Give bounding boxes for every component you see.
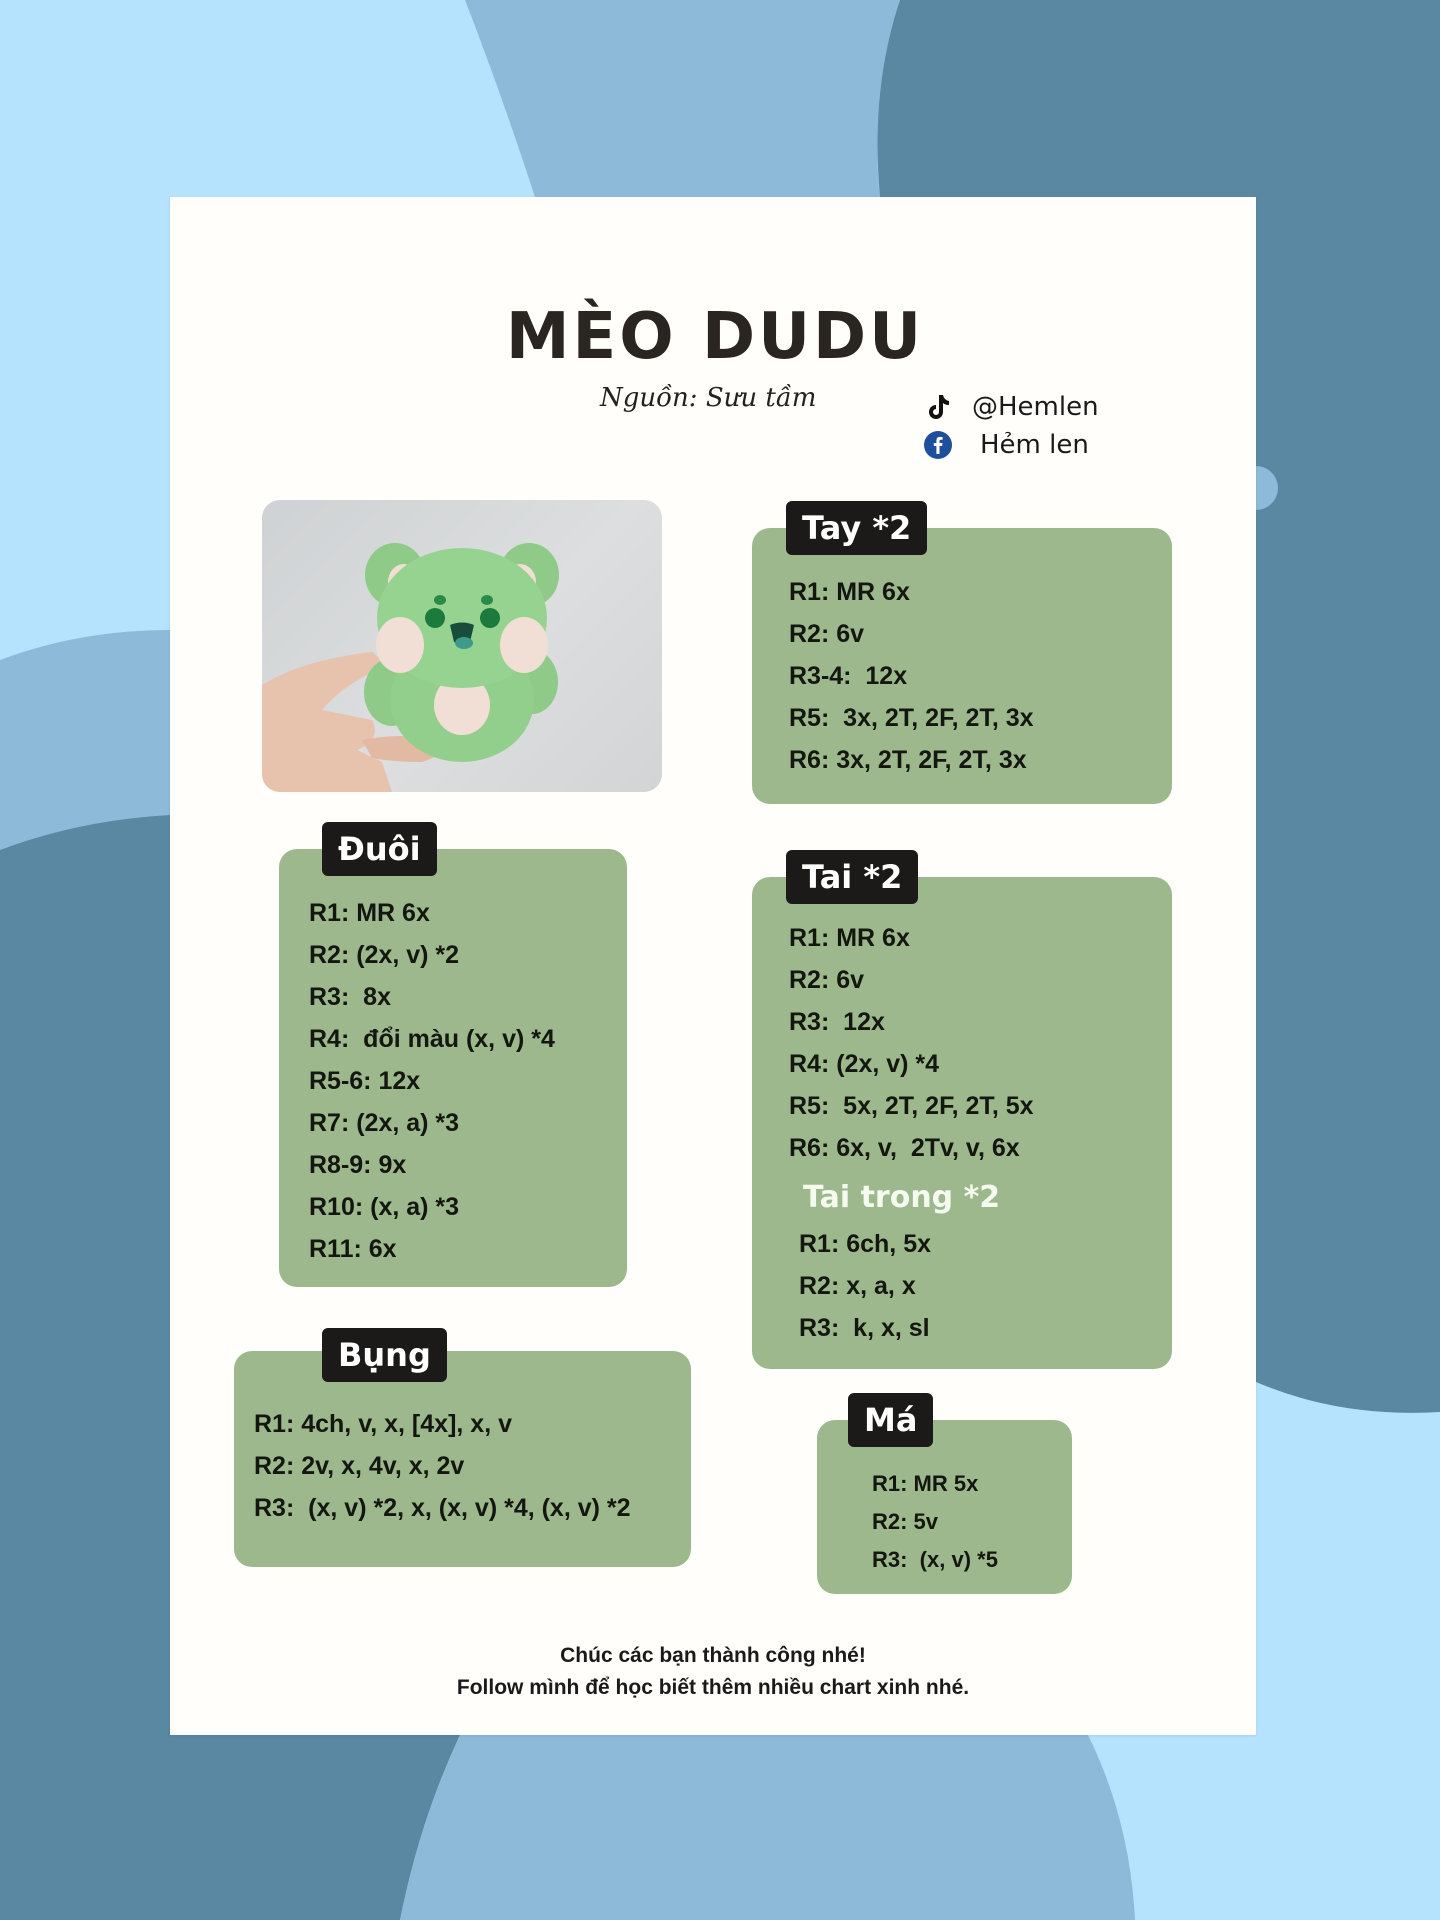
row: R3: k, x, sl: [799, 1314, 930, 1342]
row: R2: 2v, x, 4v, x, 2v: [254, 1452, 465, 1480]
row: R4: đổi màu (x, v) *4: [309, 1025, 555, 1053]
row: R5: 3x, 2T, 2F, 2T, 3x: [789, 704, 1034, 732]
rows-tai: [789, 917, 1034, 1169]
label-duoi: Đuôi: [322, 822, 437, 876]
row: R1: MR 6x: [789, 924, 910, 952]
row: R5: 5x, 2T, 2F, 2T, 5x: [789, 1092, 1034, 1120]
rows-tay: [789, 571, 1034, 781]
row: R3: 8x: [309, 983, 391, 1011]
source-credit: Nguồn: Sưu tầm: [600, 383, 817, 413]
facebook-label: Hẻm len: [980, 430, 1089, 460]
product-photo: [262, 500, 662, 792]
row: R10: (x, a) *3: [309, 1193, 460, 1221]
row: R6: 3x, 2T, 2F, 2T, 3x: [789, 746, 1027, 774]
row: R2: (2x, v) *2: [309, 941, 460, 969]
label-bung: Bụng: [322, 1328, 447, 1382]
rows-tai-trong: [799, 1223, 931, 1349]
row: R1: MR 5x: [872, 1471, 979, 1496]
inner-title-tai-trong: Tai trong *2: [803, 1180, 1001, 1215]
label-tay: Tay *2: [786, 501, 927, 555]
row: R2: 5v: [872, 1509, 939, 1534]
row: R3: (x, v) *2, x, (x, v) *4, (x, v) *2: [254, 1494, 631, 1522]
row: R2: 6v: [789, 620, 865, 648]
row: R3-4: 12x: [789, 662, 908, 690]
plush-illustration: [262, 500, 662, 792]
footer-line-1: Chúc các bạn thành công nhé!: [560, 1644, 866, 1667]
row: R5-6: 12x: [309, 1067, 421, 1095]
row: R6: 6x, v, 2Tv, v, 6x: [789, 1134, 1020, 1162]
rows-bung: [254, 1403, 631, 1529]
row: R2: 6v: [789, 966, 865, 994]
rows-duoi: [309, 892, 555, 1270]
row: R3: 12x: [789, 1008, 885, 1036]
row: R4: (2x, v) *4: [789, 1050, 940, 1078]
row: R8-9: 9x: [309, 1151, 407, 1179]
tiktok-label: @Hemlen: [972, 392, 1099, 422]
row: R3: (x, v) *5: [872, 1547, 998, 1572]
row: R1: MR 6x: [789, 578, 910, 606]
row: R1: 4ch, v, x, [4x], x, v: [254, 1410, 512, 1438]
tiktok-handle[interactable]: [924, 392, 1099, 422]
facebook-handle[interactable]: [924, 430, 1089, 460]
row: R1: MR 6x: [309, 899, 430, 927]
label-ma: Má: [848, 1393, 933, 1447]
row: R1: 6ch, 5x: [799, 1230, 932, 1258]
rows-ma: [872, 1465, 998, 1579]
label-tai: Tai *2: [786, 850, 918, 904]
tiktok-icon: [924, 393, 952, 421]
facebook-icon: [924, 431, 952, 459]
row: R2: x, a, x: [799, 1272, 916, 1300]
footer-line-2: Follow mình để học biết thêm nhiều chart xinh nhé.: [456, 1676, 970, 1699]
row: R7: (2x, a) *3: [309, 1109, 460, 1137]
row: R11: 6x: [309, 1235, 397, 1263]
page-title: MÈO DUDU: [505, 300, 925, 374]
